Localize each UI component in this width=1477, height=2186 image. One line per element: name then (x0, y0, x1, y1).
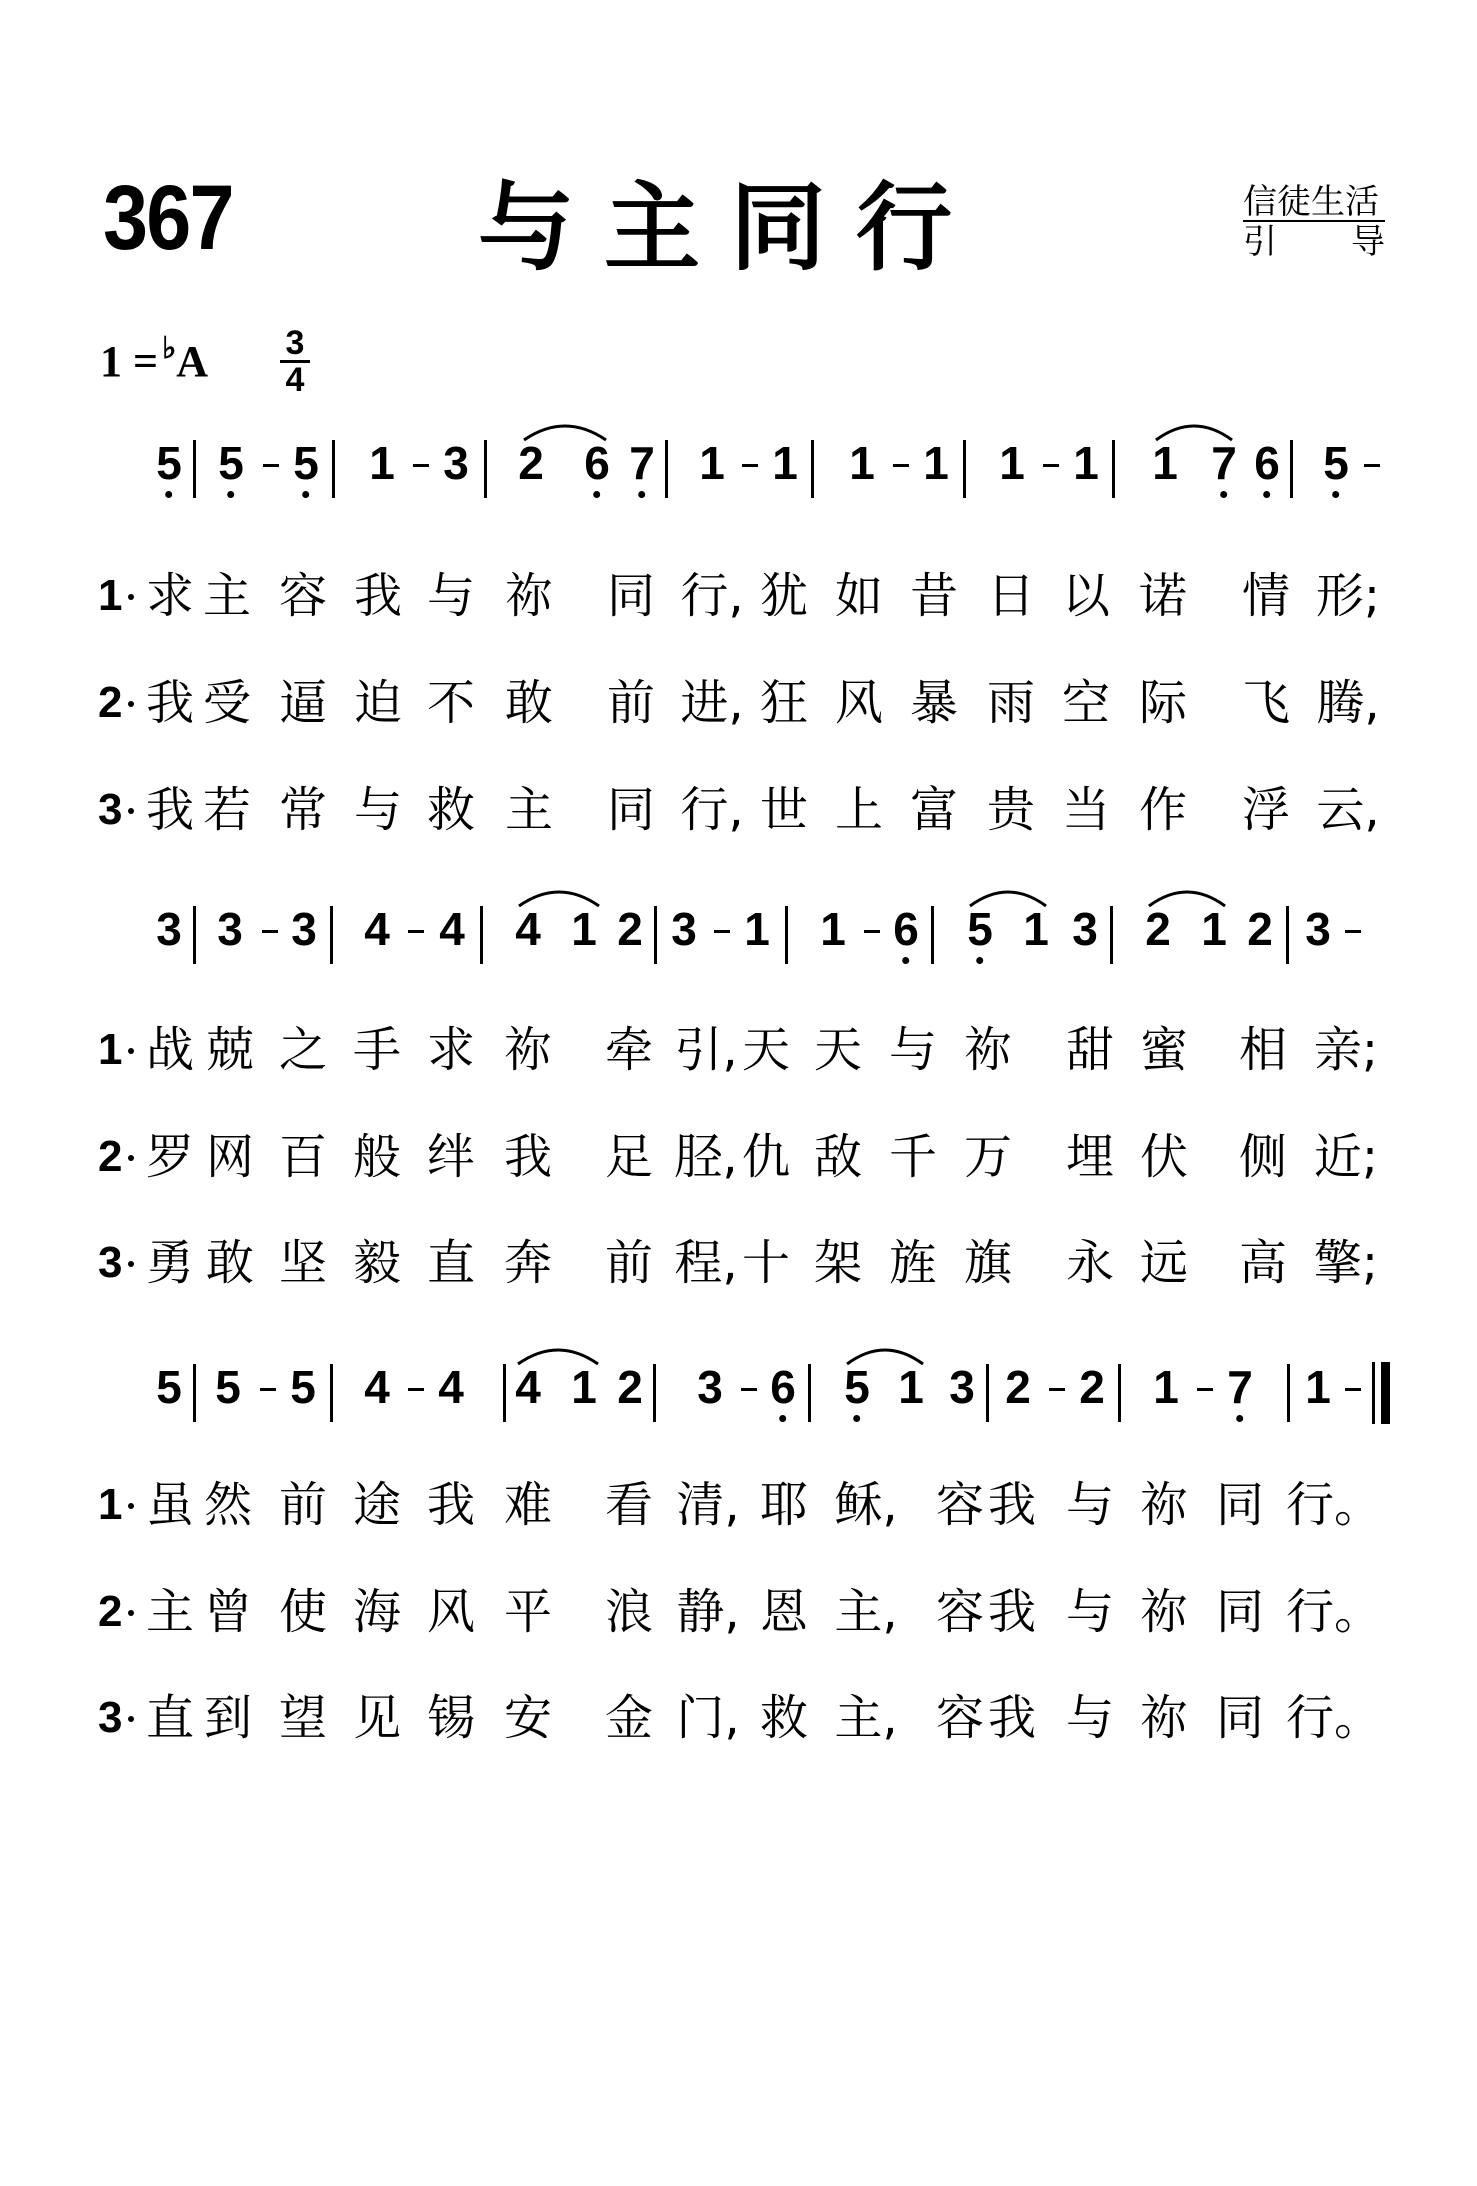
note: 6 (770, 1361, 796, 1413)
barline (785, 906, 788, 964)
dash (263, 464, 279, 467)
lyric-char: 前 (278, 1477, 328, 1533)
lyric-char: 万 (963, 1129, 1013, 1185)
lyric-char: 与 (888, 1022, 938, 1078)
lyric-char: 求 (145, 568, 195, 624)
lyric-char: 祢 (503, 1022, 553, 1078)
dash (1197, 1388, 1213, 1391)
lyric-char: 金 (604, 1690, 654, 1746)
barline (654, 906, 657, 964)
lyric-char: 甜 (1065, 1022, 1115, 1078)
dash (1345, 1388, 1361, 1391)
lyric-char: 我 (987, 1477, 1037, 1533)
barline (330, 906, 333, 964)
lyric-char: 与 (426, 568, 476, 624)
lyric-char: 行, (680, 782, 744, 838)
dash (741, 1388, 757, 1391)
lyric-char: 祢 (963, 1022, 1013, 1078)
verse-dot (128, 1716, 134, 1722)
lyric-char: 平 (503, 1584, 553, 1640)
lyric-char: 百 (278, 1129, 328, 1185)
barline (665, 440, 668, 498)
note: 4 (364, 903, 390, 955)
hymn-number: 367 (103, 167, 233, 269)
lyric-char: 祢 (504, 568, 554, 624)
note: 3 (443, 437, 469, 489)
key-letter: A (176, 337, 209, 386)
lyric-char: 浮 (1241, 782, 1291, 838)
verse-dot (128, 1261, 134, 1267)
barline (193, 1364, 196, 1422)
lyric-char: 主 (504, 782, 554, 838)
lyric-char: 同 (606, 782, 656, 838)
verse-number: 2 (98, 1132, 123, 1181)
verse-dot (128, 808, 134, 814)
note: 3 (291, 903, 317, 955)
lyric-char: 我 (145, 782, 195, 838)
lyric-char: 进, (680, 675, 744, 731)
note: 1 (1153, 1361, 1179, 1413)
lyric-char: 祢 (1139, 1584, 1189, 1640)
lyric-char: 我 (426, 1477, 476, 1533)
verse-number: 1 (98, 1480, 123, 1529)
lyric-char: 途 (352, 1477, 402, 1533)
barline (1290, 440, 1293, 498)
lyric-char: 架 (813, 1235, 863, 1291)
verse-number: 3 (98, 1693, 123, 1742)
note: 1 (571, 903, 597, 955)
note: 5 (293, 437, 319, 489)
lyric-char: 狂 (759, 675, 809, 731)
note: 7 (629, 437, 655, 489)
lyric-char: 救 (759, 1690, 809, 1746)
verse-3-line-1 (98, 784, 1428, 844)
lyric-char: 与 (353, 782, 403, 838)
lyric-char: 般 (352, 1129, 402, 1185)
note: 1 (820, 903, 846, 955)
barline (193, 440, 196, 498)
barline (963, 440, 966, 498)
final-barline-thin (1372, 1362, 1375, 1424)
dash (893, 464, 909, 467)
category-line-2-a: 引 (1243, 222, 1277, 262)
verse-1-line-3 (98, 1479, 1428, 1539)
lyric-char: 相 (1238, 1022, 1288, 1078)
lyric-char: 日 (986, 568, 1036, 624)
lyric-char: 敢 (205, 1235, 255, 1291)
lyric-char: 际 (1138, 675, 1188, 731)
lyric-char: 门, (676, 1690, 740, 1746)
barline (193, 906, 196, 964)
lyric-char: 稣, (834, 1477, 898, 1533)
lyric-char: 当 (1061, 782, 1111, 838)
note: 1 (772, 437, 798, 489)
lyric-char: 高 (1238, 1235, 1288, 1291)
lyric-char: 富 (909, 782, 959, 838)
note: 5 (290, 1361, 316, 1413)
note: 1 (898, 1361, 924, 1413)
lyric-char: 十 (741, 1235, 791, 1291)
lyric-char: 空 (1061, 675, 1111, 731)
barline (1286, 906, 1289, 964)
note: 3 (156, 903, 182, 955)
lyric-char: 天 (741, 1022, 791, 1078)
barline (653, 1364, 656, 1422)
category-label (1243, 184, 1385, 262)
category-line-1: 信徒生活 (1243, 184, 1385, 222)
lyric-char: 风 (834, 675, 884, 731)
barline (330, 1364, 333, 1422)
note: 5 (156, 437, 182, 489)
note: 6 (893, 903, 919, 955)
note: 4 (364, 1361, 390, 1413)
lyric-char: 牵 (604, 1022, 654, 1078)
note: 1 (849, 437, 875, 489)
verse-dot (128, 594, 134, 600)
lyric-char: 伏 (1139, 1129, 1189, 1185)
lyric-char: 奔 (503, 1235, 553, 1291)
verse-number: 3 (98, 1238, 123, 1287)
time-sig-top: 3 (285, 324, 305, 362)
lyric-char: 望 (278, 1690, 328, 1746)
barline (332, 440, 335, 498)
note: 1 (1201, 903, 1227, 955)
note: 1 (744, 903, 770, 955)
note: 2 (1005, 1361, 1031, 1413)
lyric-char: 与 (1065, 1477, 1115, 1533)
note: 4 (515, 903, 541, 955)
lyric-char: 我 (503, 1129, 553, 1185)
lyric-char: 容 (935, 1584, 985, 1640)
note: 4 (438, 1361, 464, 1413)
lyric-char: 敢 (504, 675, 554, 731)
lyric-char: 之 (278, 1022, 328, 1078)
note: 7 (1211, 437, 1237, 489)
note: 3 (671, 903, 697, 955)
note: 1 (1152, 437, 1178, 489)
verse-3-line-2 (98, 1237, 1428, 1297)
lyric-char: 直 (145, 1690, 195, 1746)
verse-2-line-1 (98, 677, 1428, 737)
lyric-char: 行。 (1285, 1690, 1383, 1746)
note: 1 (369, 437, 395, 489)
verse-3-line-3 (98, 1692, 1428, 1752)
lyric-char: 浪 (604, 1584, 654, 1640)
dash (260, 1388, 276, 1391)
verse-2-line-2 (98, 1131, 1428, 1191)
lyric-char: 风 (426, 1584, 476, 1640)
lyric-char: 如 (834, 568, 884, 624)
note: 2 (1145, 903, 1171, 955)
note: 1 (571, 1361, 597, 1413)
lyric-char: 祢 (1139, 1690, 1189, 1746)
lyric-char: 同 (1215, 1477, 1265, 1533)
dash (1364, 464, 1380, 467)
lyric-char: 腾, (1316, 675, 1380, 731)
lyric-char: 恩 (759, 1584, 809, 1640)
lyric-char: 同 (606, 568, 656, 624)
lyric-char: 难 (503, 1477, 553, 1533)
lyric-char: 曾 (203, 1584, 253, 1640)
barline (480, 906, 483, 964)
lyric-char: 若 (202, 782, 252, 838)
lyric-char: 飞 (1241, 675, 1291, 731)
verse-number: 1 (98, 571, 123, 620)
note: 5 (218, 437, 244, 489)
lyric-char: 千 (888, 1129, 938, 1185)
verse-dot (128, 1155, 134, 1161)
lyric-char: 主, (834, 1690, 898, 1746)
lyric-char: 迫 (353, 675, 403, 731)
lyric-char: 看 (604, 1477, 654, 1533)
flat-icon: ♭ (162, 332, 177, 365)
lyric-char: 擎; (1313, 1235, 1379, 1291)
lyric-char: 兢 (205, 1022, 255, 1078)
barline (811, 440, 814, 498)
note: 3 (697, 1361, 723, 1413)
verse-dot (128, 1503, 134, 1509)
lyric-char: 容 (935, 1690, 985, 1746)
final-barline-thick (1381, 1362, 1390, 1424)
note: 3 (217, 903, 243, 955)
lyric-char: 手 (352, 1022, 402, 1078)
note: 3 (1072, 903, 1098, 955)
lyric-char: 容 (935, 1477, 985, 1533)
lyric-char: 主 (145, 1584, 195, 1640)
lyric-char: 救 (426, 782, 476, 838)
lyric-char: 远 (1139, 1235, 1189, 1291)
lyric-char: 形; (1315, 568, 1381, 624)
note: 2 (1247, 903, 1273, 955)
lyric-char: 坚 (278, 1235, 328, 1291)
dash (262, 930, 278, 933)
lyric-char: 虽 (145, 1477, 195, 1533)
verse-dot (128, 1610, 134, 1616)
lyric-char: 我 (353, 568, 403, 624)
lyric-char: 受 (202, 675, 252, 731)
lyric-char: 容 (278, 568, 328, 624)
dash (408, 930, 424, 933)
lyric-char: 天 (813, 1022, 863, 1078)
note: 6 (1254, 437, 1280, 489)
note: 5 (844, 1361, 870, 1413)
verse-number: 2 (98, 678, 123, 727)
dash (864, 930, 880, 933)
note: 2 (518, 437, 544, 489)
barline (986, 1364, 989, 1422)
note: 5 (1323, 437, 1349, 489)
barline (1118, 1364, 1121, 1422)
key-signature (100, 332, 209, 386)
note: 7 (1227, 1361, 1253, 1413)
dash (408, 1388, 424, 1391)
lyric-char: 云, (1316, 782, 1380, 838)
key-one: 1 (100, 337, 122, 386)
lyric-char: 我 (145, 675, 195, 731)
lyric-char: 与 (1065, 1690, 1115, 1746)
barline (808, 1364, 811, 1422)
notation-row-3 (0, 1361, 1477, 1454)
barline (484, 440, 487, 498)
verse-1-line-1 (98, 570, 1428, 630)
note: 1 (1023, 903, 1049, 955)
lyric-char: 永 (1065, 1235, 1115, 1291)
verse-number: 3 (98, 785, 123, 834)
note: 3 (1305, 903, 1331, 955)
lyric-char: 见 (352, 1690, 402, 1746)
lyric-char: 战 (145, 1022, 195, 1078)
lyric-char: 足 (604, 1129, 654, 1185)
lyric-char: 情 (1241, 568, 1291, 624)
note: 2 (617, 903, 643, 955)
note: 2 (1079, 1361, 1105, 1413)
lyric-char: 网 (205, 1129, 255, 1185)
lyric-char: 侧 (1238, 1129, 1288, 1185)
lyric-char: 昔 (909, 568, 959, 624)
lyric-char: 到 (203, 1690, 253, 1746)
note: 3 (949, 1361, 975, 1413)
lyric-char: 逼 (278, 675, 328, 731)
note: 1 (1073, 437, 1099, 489)
lyric-char: 前 (604, 1235, 654, 1291)
note: 4 (439, 903, 465, 955)
lyric-char: 上 (834, 782, 884, 838)
note: 1 (699, 437, 725, 489)
verse-2-line-3 (98, 1586, 1428, 1646)
lyric-char: 罗 (145, 1129, 195, 1185)
lyric-char: 我 (987, 1584, 1037, 1640)
lyric-char: 清, (676, 1477, 740, 1533)
lyric-char: 锡 (426, 1690, 476, 1746)
lyric-char: 祢 (1139, 1477, 1189, 1533)
lyric-char: 耶 (759, 1477, 809, 1533)
verse-number: 1 (98, 1025, 123, 1074)
notation-row-1 (0, 437, 1477, 530)
lyric-char: 不 (426, 675, 476, 731)
note: 2 (617, 1361, 643, 1413)
note: 5 (967, 903, 993, 955)
category-line-2-b: 导 (1351, 222, 1385, 262)
barline (1287, 1364, 1290, 1422)
lyric-char: 勇 (145, 1235, 195, 1291)
barline (1110, 906, 1113, 964)
lyric-char: 埋 (1065, 1129, 1115, 1185)
lyric-char: 胫, (674, 1129, 738, 1185)
lyric-char: 毅 (352, 1235, 402, 1291)
lyric-char: 以 (1061, 568, 1111, 624)
lyric-char: 直 (426, 1235, 476, 1291)
lyric-char: 程, (674, 1235, 738, 1291)
note: 1 (1305, 1361, 1331, 1413)
lyric-char: 然 (203, 1477, 253, 1533)
note: 1 (923, 437, 949, 489)
lyric-char: 主, (834, 1584, 898, 1640)
lyric-char: 世 (759, 782, 809, 838)
note: 4 (515, 1361, 541, 1413)
lyric-char: 行。 (1285, 1584, 1383, 1640)
lyric-char: 前 (606, 675, 656, 731)
category-line-2 (1243, 222, 1385, 262)
time-sig-bottom: 4 (285, 361, 305, 399)
barline (1112, 440, 1115, 498)
lyric-char: 求 (426, 1022, 476, 1078)
time-signature (280, 324, 310, 399)
dash (742, 464, 758, 467)
lyric-char: 主 (202, 568, 252, 624)
lyric-char: 常 (278, 782, 328, 838)
lyric-char: 作 (1138, 782, 1188, 838)
lyric-char: 安 (503, 1690, 553, 1746)
barline (503, 1364, 506, 1422)
lyric-char: 旗 (963, 1235, 1013, 1291)
note: 1 (999, 437, 1025, 489)
key-equals: = (133, 337, 159, 386)
lyric-char: 敌 (813, 1129, 863, 1185)
dash (1049, 1388, 1065, 1391)
barline (931, 906, 934, 964)
dash (413, 464, 429, 467)
hymn-title: 与主同行 (478, 172, 982, 284)
lyric-char: 近; (1313, 1129, 1379, 1185)
lyric-char: 暴 (909, 675, 959, 731)
lyric-char: 行。 (1285, 1477, 1383, 1533)
lyric-char: 引, (674, 1022, 738, 1078)
notation-row-2 (0, 903, 1477, 996)
dash (1345, 930, 1361, 933)
lyric-char: 静, (676, 1584, 740, 1640)
lyric-char: 贵 (986, 782, 1036, 838)
lyric-char: 海 (352, 1584, 402, 1640)
lyric-char: 雨 (986, 675, 1036, 731)
lyric-char: 我 (987, 1690, 1037, 1746)
verse-dot (128, 1048, 134, 1054)
dash (714, 930, 730, 933)
verse-dot (128, 701, 134, 707)
lyric-char: 同 (1215, 1690, 1265, 1746)
lyric-char: 蜜 (1139, 1022, 1189, 1078)
lyric-char: 行, (680, 568, 744, 624)
verse-1-line-2 (98, 1024, 1428, 1084)
lyric-char: 绊 (426, 1129, 476, 1185)
lyric-char: 仇 (741, 1129, 791, 1185)
dash (1043, 464, 1059, 467)
verse-number: 2 (98, 1587, 123, 1636)
lyric-char: 同 (1215, 1584, 1265, 1640)
lyric-char: 旌 (888, 1235, 938, 1291)
lyric-char: 诺 (1138, 568, 1188, 624)
lyric-char: 亲; (1313, 1022, 1379, 1078)
note: 5 (156, 1361, 182, 1413)
lyric-char: 使 (278, 1584, 328, 1640)
lyric-char: 犹 (759, 568, 809, 624)
lyric-char: 与 (1065, 1584, 1115, 1640)
note: 6 (584, 437, 610, 489)
note: 5 (215, 1361, 241, 1413)
